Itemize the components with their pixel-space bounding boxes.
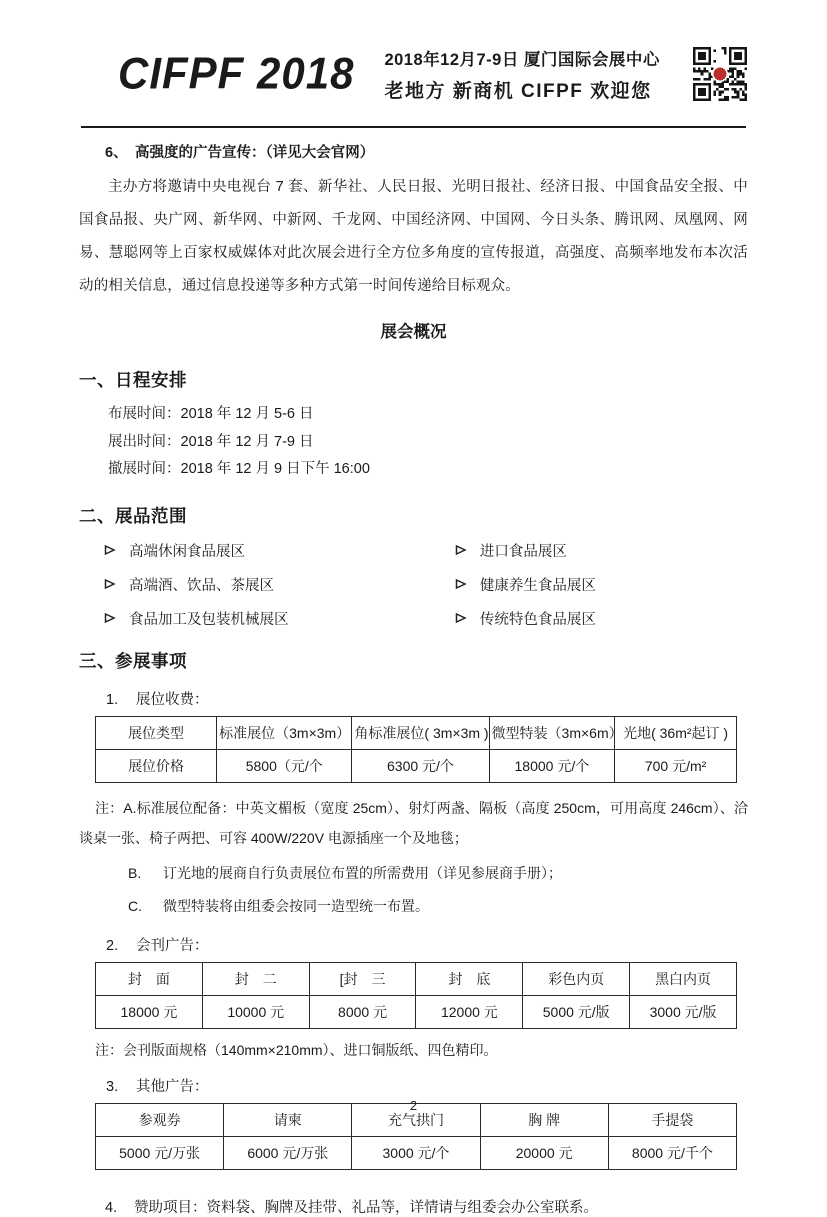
participation-heading: 三、参展事项 [79,650,187,671]
sponsorship-number: 4. [105,1199,118,1216]
scope-item [79,608,427,629]
table-cell: 3000 元/版 [630,995,737,1028]
table-row [96,995,737,1028]
booth-note-c [79,893,748,919]
journal-note: 注：会刊版面规格（140mm×210mm）、进口铜版纸、四色精印。 [95,1041,498,1058]
note-b-label: B. [128,864,142,881]
overview-title: 展会概况 [380,323,447,341]
scope-list [79,540,748,629]
table-cell: 18000 元/个 [489,749,615,782]
promo-title: 高强度的广告宣传：（详见大会官网） [135,145,375,161]
note-b-text: 订光地的展商自行负责展位布置的所需费用（详见参展商手册）； [163,864,562,881]
table-header-cell: 黑白内页 [630,962,737,995]
booth-fee-heading [79,688,748,709]
promo-number: 6、 [105,145,128,161]
table-cell: 3000 元/个 [352,1136,480,1169]
other-ad-heading [79,1075,748,1096]
arrow-bullet-icon [455,578,467,590]
scope-item-label: 食品加工及包装机械展区 [129,611,289,628]
scope-item-label: 进口食品展区 [479,543,567,560]
table-cell: 8000 元/千个 [608,1136,736,1169]
scope-item [427,574,748,595]
table-header-cell: 参观券 [96,1103,224,1136]
scope-item-label: 高端酒、饮品、茶展区 [129,577,274,594]
arrow-bullet-icon [104,578,116,590]
table-header-cell: 彩色内页 [523,962,630,995]
table-cell: 10000 元 [202,995,309,1028]
scope-item [427,540,748,561]
booth-fee-table-wrap [95,716,737,783]
table-header-cell: 展位类型 [96,716,217,749]
booth-fee-table [95,716,737,783]
table-cell: 12000 元 [416,995,523,1028]
booth-note-a: 注：A.标准展位配备：中英文楣板（宽度 25cm）、射灯两盏、隔板（高度 250cm，可用高度 246cm）、洽谈桌一张、椅子两把、可容 400W/220V 电源插座一个及地毯； [79,799,748,846]
table-header-cell: 充气拱门 [352,1103,480,1136]
promo-paragraph: 主办方将邀请中央电视台 7 套、新华社、人民日报、光明日报社、经济日报、中国食品安全报、中国食品报、央广网、新华网、中新网、千龙网、中国经济网、中国网、今日头条、腾讯网、凤凰网、网易、慧聪网等上百家权威媒体对此次展会进行全方位多角度的宣传报道，高强度、高频率地发布本次活动的相关信息，通过信息投递等多种方式第一时间传递给目标观众。 [79,179,748,294]
table-header-cell: [封 三 [309,962,416,995]
journal-ad-heading [79,934,748,955]
journal-ad-table-wrap [95,962,737,1029]
scope-item [79,574,427,595]
table-header-cell: 请柬 [224,1103,352,1136]
header-text-block [384,46,693,103]
booth-fee-number: 1. [106,691,119,708]
schedule-item: 布展时间：2018 年 12 月 5-6 日 [108,406,314,422]
booth-note-b [79,860,748,886]
table-header-cell: 光地( 36m²起订 ) [615,716,737,749]
qr-code-icon [693,47,747,101]
note-c-text: 微型特装将由组委会按同一造型统一布置。 [163,897,429,914]
scope-item [427,608,748,629]
scope-item [79,540,427,561]
table-cell: 20000 元 [480,1136,608,1169]
header-date-venue: 2018年12月7-9日 厦门国际会展中心 [384,50,660,69]
schedule-item: 撤展时间：2018 年 12 月 9 日下午 16:00 [108,461,370,477]
page-number: 2 [409,1098,418,1113]
scope-item-label: 健康养生食品展区 [479,577,596,594]
table-header-row [96,962,737,995]
scope-item-label: 传统特色食品展区 [479,611,596,628]
table-header-row [96,716,737,749]
sponsorship-text: 赞助项目：资料袋、胸牌及挂带、礼品等，详情请与组委会办公室联系。 [134,1199,598,1216]
journal-ad-title: 会刊广告： [136,937,209,954]
header-divider [81,126,746,128]
schedule-item: 展出时间：2018 年 12 月 7-9 日 [108,433,314,450]
table-cell: 展位价格 [96,749,217,782]
table-header-cell: 封 底 [416,962,523,995]
document-body [79,141,748,1217]
other-ad-number: 3. [106,1078,119,1095]
table-cell: 6300 元/个 [352,749,489,782]
table-cell: 8000 元 [309,995,416,1028]
promo-heading [79,141,748,162]
arrow-bullet-icon [104,612,116,624]
table-cell: 6000 元/万张 [224,1136,352,1169]
journal-ad-number: 2. [106,937,119,954]
scope-item-label: 高端休闲食品展区 [129,543,245,560]
table-header-cell: 手提袋 [608,1103,736,1136]
table-header-cell: 胸 牌 [480,1103,608,1136]
table-row [96,1136,737,1169]
table-header-cell: 角标准展位( 3m×3m ) [352,716,489,749]
arrow-bullet-icon [455,612,467,624]
note-c-label: C. [128,897,142,914]
table-header-cell: 微型特装（3m×6m） [489,716,615,749]
other-ad-title: 其他广告： [136,1078,209,1095]
table-cell: 700 元/m² [615,749,737,782]
table-cell: 18000 元 [96,995,203,1028]
table-cell: 5000 元/万张 [96,1136,224,1169]
arrow-bullet-icon [104,544,116,556]
table-header-cell: 封 面 [96,962,203,995]
header [0,0,827,126]
cifpf-logo: CIFPF 2018 [118,48,355,99]
journal-ad-table [95,962,737,1029]
table-cell: 5800（元/个 [217,749,352,782]
header-slogan: 老地方 新商机 CIFPF 欢迎您 [384,80,652,102]
schedule-heading: 一、日程安排 [79,370,187,390]
sponsorship-item [79,1196,748,1217]
table-cell: 5000 元/版 [523,995,630,1028]
table-header-cell: 标准展位（3m×3m） [217,716,352,749]
arrow-bullet-icon [455,544,467,556]
table-row [96,749,737,782]
booth-fee-title: 展位收费： [136,691,209,708]
scope-heading: 二、展品范围 [79,505,187,526]
schedule-list [79,401,748,484]
table-header-cell: 封 二 [202,962,309,995]
